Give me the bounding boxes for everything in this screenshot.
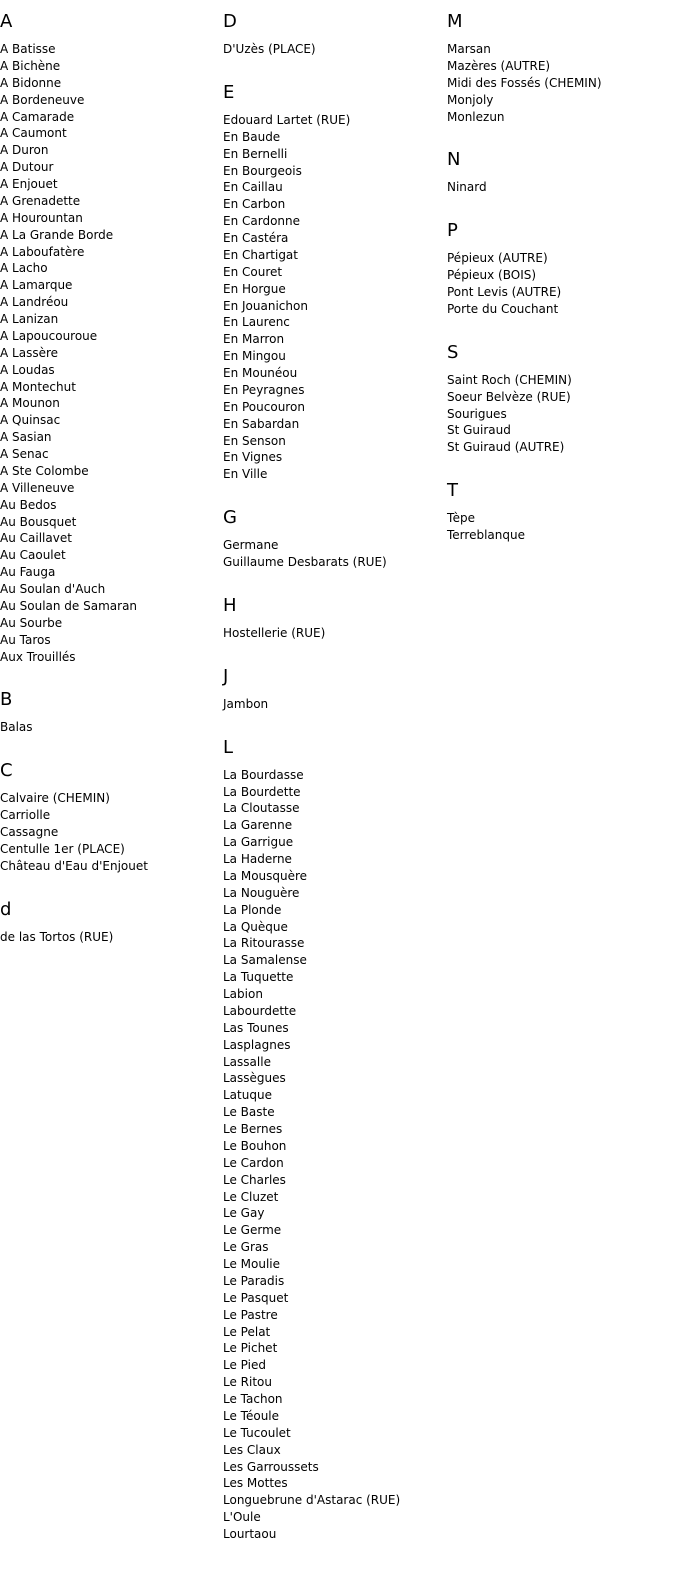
section-letter-heading: M (447, 11, 463, 32)
street-link[interactable]: Le Tucoulet (223, 1425, 291, 1440)
street-list (223, 767, 443, 1543)
street-link[interactable]: En Poucouron (223, 399, 305, 414)
street-link[interactable]: Le Bernes (223, 1122, 283, 1136)
street-link[interactable]: En Baude (223, 129, 281, 144)
street-link[interactable]: Au Taros (0, 632, 51, 647)
street-link[interactable]: La Bourdette (223, 784, 301, 799)
letter-section (447, 342, 675, 456)
street-link[interactable]: La Nouguère (223, 885, 300, 900)
street-link[interactable]: La Haderne (223, 852, 292, 866)
street-link[interactable]: Au Soulan de Samaran (0, 598, 138, 613)
street-link[interactable]: Le Ritou (223, 1375, 272, 1390)
street-link[interactable]: A Duron (0, 143, 49, 158)
letter-section (447, 480, 675, 544)
street-link[interactable]: Le Pastre (223, 1307, 278, 1322)
street-list (223, 41, 443, 58)
street-link[interactable]: La Ritourasse (223, 936, 305, 951)
street-link[interactable]: A Ste Colombe (0, 463, 89, 478)
street-link[interactable]: A La Grande Borde (0, 227, 114, 242)
street-list (447, 179, 675, 196)
street-link[interactable]: En Castéra (223, 231, 289, 245)
street-link[interactable]: Le Pasquet (223, 1290, 289, 1305)
letter-section (0, 689, 220, 736)
column-1 (0, 0, 220, 946)
column-3 (447, 0, 675, 544)
street-list (447, 41, 675, 125)
street-link[interactable]: Lasplagnes (223, 1037, 291, 1052)
street-list (447, 510, 675, 544)
street-link[interactable]: La Garrigue (223, 835, 294, 850)
street-link[interactable]: Marsan (447, 42, 491, 56)
street-link[interactable]: de las Tortos (RUE) (0, 929, 114, 944)
street-link[interactable]: Longuebrune d'Astarac (RUE) (223, 1493, 401, 1508)
street-list (223, 696, 443, 713)
street-link[interactable]: En Bernelli (223, 146, 288, 161)
street-link[interactable]: En Couret (223, 264, 283, 279)
street-link[interactable]: A Lassère (0, 345, 59, 360)
street-list (223, 625, 443, 642)
street-link[interactable]: La Plonde (223, 902, 282, 917)
letter-section (447, 149, 675, 196)
letter-section (223, 595, 443, 642)
letter-section (223, 737, 443, 1543)
street-link[interactable]: A Landréou (0, 295, 69, 310)
street-link[interactable]: Au Bedos (0, 497, 57, 512)
street-link[interactable]: Germane (223, 538, 279, 553)
street-link[interactable]: Le Germe (223, 1223, 282, 1238)
letter-section (447, 220, 675, 318)
street-link[interactable]: Labion (223, 987, 263, 1001)
letter-section (0, 899, 220, 946)
street-link[interactable]: Le Cluzet (223, 1189, 279, 1204)
street-link[interactable]: La Tuquette (223, 970, 294, 985)
street-link[interactable]: Le Bouhon (223, 1138, 287, 1153)
street-list (0, 790, 220, 874)
street-link[interactable]: Edouard Lartet (RUE) (223, 112, 351, 127)
letter-section (447, 11, 675, 125)
section-letter-heading: N (447, 149, 461, 171)
street-link[interactable]: A Bichène (0, 58, 61, 73)
street-link[interactable]: Les Mottes (223, 1476, 288, 1491)
street-link[interactable]: En Mingou (223, 349, 286, 364)
street-link[interactable]: Au Soulan d'Auch (0, 582, 106, 596)
street-link[interactable]: Le Pied (223, 1358, 266, 1373)
section-letter-heading: H (223, 594, 237, 616)
street-link[interactable]: A Villeneuve (0, 480, 75, 495)
street-list (447, 250, 675, 318)
street-link[interactable]: Centulle 1er (PLACE) (0, 841, 125, 856)
street-link[interactable]: Midi des Fossés (CHEMIN) (447, 75, 602, 90)
letter-section (0, 11, 220, 665)
street-link[interactable]: En Marron (223, 332, 285, 347)
street-link[interactable]: Guillaume Desbarats (RUE) (223, 555, 387, 569)
street-link[interactable]: Le Téoule (223, 1408, 280, 1423)
street-link[interactable]: Labourdette (223, 1003, 297, 1018)
street-link[interactable]: Lassalle (223, 1054, 271, 1069)
street-link[interactable]: Le Baste (223, 1105, 275, 1120)
street-link[interactable]: St Guiraud (447, 423, 511, 438)
street-link[interactable]: A Laboufatère (0, 244, 85, 259)
street-list (0, 41, 220, 665)
street-link[interactable]: A Senac (0, 447, 49, 461)
section-letter-heading: P (447, 220, 458, 242)
letter-section (223, 82, 443, 483)
street-link[interactable]: A Camarade (0, 109, 75, 124)
street-link[interactable]: A Montechut (0, 379, 76, 394)
letter-section (223, 507, 443, 571)
section-letter-heading: T (447, 480, 458, 502)
street-link[interactable]: Monjoly (447, 92, 494, 107)
column-2 (223, 0, 443, 1543)
section-letter-heading: S (447, 341, 459, 363)
letter-section (223, 11, 443, 58)
street-link[interactable]: A Lamarque (0, 278, 73, 293)
section-letter-heading: E (223, 81, 235, 103)
street-link[interactable]: Le Cardon (223, 1155, 284, 1170)
street-link[interactable]: Porte du Couchant (447, 301, 559, 316)
street-link[interactable]: En Caillau (223, 180, 283, 195)
street-link[interactable]: Au Bousquet (0, 514, 77, 529)
street-link[interactable]: En Sabardan (223, 416, 300, 431)
street-link[interactable]: Terreblanque (447, 528, 525, 542)
street-link[interactable]: Saint Roch (CHEMIN) (447, 372, 572, 387)
section-letter-heading: L (223, 736, 234, 758)
street-link[interactable]: Le Moulie (223, 1257, 281, 1271)
street-link[interactable]: En Chartigat (223, 247, 298, 262)
street-link[interactable]: A Caumont (0, 126, 67, 141)
street-link[interactable]: A Quinsac (0, 413, 61, 428)
street-link[interactable]: En Jouanichon (223, 298, 308, 313)
section-letter-heading: d (0, 898, 12, 920)
street-link[interactable]: La Samalense (223, 953, 307, 968)
street-link[interactable]: Sourigues (447, 406, 507, 421)
street-link[interactable]: En Ville (223, 467, 268, 482)
street-link[interactable]: A Dutour (0, 160, 54, 175)
street-link[interactable]: Au Caoulet (0, 548, 66, 563)
street-link[interactable]: A Lacho (0, 261, 48, 276)
street-link[interactable]: Pépieux (BOIS) (447, 268, 537, 283)
street-link[interactable]: Latuque (223, 1088, 272, 1103)
street-link[interactable]: Le Gay (223, 1206, 265, 1221)
letter-section (0, 760, 220, 874)
street-link[interactable]: Tèpe (447, 511, 476, 526)
street-link[interactable]: Lassègues (223, 1071, 286, 1086)
street-link[interactable]: Calvaire (CHEMIN) (0, 791, 110, 806)
section-letter-heading: D (223, 11, 237, 32)
street-link[interactable]: En Senson (223, 433, 286, 448)
street-link[interactable]: La Garenne (223, 818, 293, 833)
street-link[interactable]: A Sasian (0, 430, 52, 445)
street-link[interactable]: A Mounon (0, 396, 60, 411)
section-letter-heading: G (223, 507, 237, 529)
street-link[interactable]: Le Charles (223, 1172, 286, 1187)
street-link[interactable]: A Loudas (0, 362, 55, 377)
street-link[interactable]: L'Oule (223, 1510, 261, 1525)
street-link[interactable]: Le Gras (223, 1240, 269, 1255)
street-list (223, 537, 443, 571)
street-link[interactable]: En Peyragnes (223, 382, 305, 397)
street-link[interactable]: Les Claux (223, 1442, 281, 1457)
street-list (447, 372, 675, 456)
street-link[interactable]: Au Fauga (0, 565, 56, 580)
street-link[interactable]: En Bourgeois (223, 163, 302, 178)
street-link[interactable]: Au Caillavet (0, 531, 72, 546)
section-letter-heading: J (223, 665, 229, 687)
street-link[interactable]: Les Garroussets (223, 1459, 319, 1474)
section-letter-heading: C (0, 760, 13, 782)
street-link[interactable]: Mazères (AUTRE) (447, 58, 551, 73)
street-link[interactable]: A Bordeneuve (0, 92, 85, 107)
street-link[interactable]: Ninard (447, 180, 487, 195)
street-link[interactable]: Lourtaou (223, 1527, 277, 1541)
street-link[interactable]: La Quèque (223, 919, 288, 934)
street-link[interactable]: La Bourdasse (223, 767, 304, 782)
street-link[interactable]: Soeur Belvèze (RUE) (447, 389, 571, 404)
street-link[interactable]: Hostellerie (RUE) (223, 625, 326, 640)
street-link[interactable]: Le Pelat (223, 1324, 271, 1339)
street-link[interactable]: St Guiraud (AUTRE) (447, 440, 565, 455)
street-link[interactable]: En Horgue (223, 281, 286, 296)
section-letter-heading: B (0, 689, 13, 711)
street-link[interactable]: Pépieux (AUTRE) (447, 251, 548, 266)
street-link[interactable]: Monlezun (447, 109, 505, 124)
street-link[interactable]: En Cardonne (223, 214, 301, 229)
street-link[interactable]: Balas (0, 720, 33, 735)
street-link[interactable]: En Laurenc (223, 315, 290, 330)
street-link[interactable]: Le Pichet (223, 1341, 278, 1356)
street-link[interactable]: A Grenadette (0, 193, 81, 208)
street-link[interactable]: La Cloutasse (223, 801, 300, 816)
section-letter-heading: A (0, 11, 13, 32)
street-link[interactable]: La Mousquère (223, 868, 308, 883)
street-link[interactable]: Le Tachon (223, 1392, 283, 1406)
street-link[interactable]: En Vignes (223, 450, 283, 465)
street-link[interactable]: Pont Levis (AUTRE) (447, 285, 562, 299)
street-link[interactable]: Cassagne (0, 825, 59, 839)
street-link[interactable]: A Bidonne (0, 75, 62, 90)
street-link[interactable]: D'Uzès (PLACE) (223, 42, 316, 56)
street-list (0, 719, 220, 736)
street-link[interactable]: Au Sourbe (0, 615, 63, 630)
street-link[interactable]: Château d'Eau d'Enjouet (0, 858, 148, 873)
street-link[interactable]: Las Tounes (223, 1020, 289, 1035)
street-link[interactable]: Jambon (223, 696, 269, 711)
street-link[interactable]: En Mounéou (223, 366, 298, 380)
street-link[interactable]: A Batisse (0, 42, 56, 56)
street-link[interactable]: Carriolle (0, 808, 51, 823)
street-link[interactable]: En Carbon (223, 197, 286, 212)
street-link[interactable]: A Lapoucouroue (0, 328, 98, 343)
street-list (223, 112, 443, 483)
street-link[interactable]: Le Paradis (223, 1273, 285, 1288)
street-list (0, 929, 220, 946)
street-link[interactable]: A Lanizan (0, 312, 59, 326)
street-link[interactable]: A Hourountan (0, 210, 83, 225)
letter-section (223, 666, 443, 713)
street-link[interactable]: Aux Trouillés (0, 649, 76, 664)
street-link[interactable]: A Enjouet (0, 177, 58, 191)
